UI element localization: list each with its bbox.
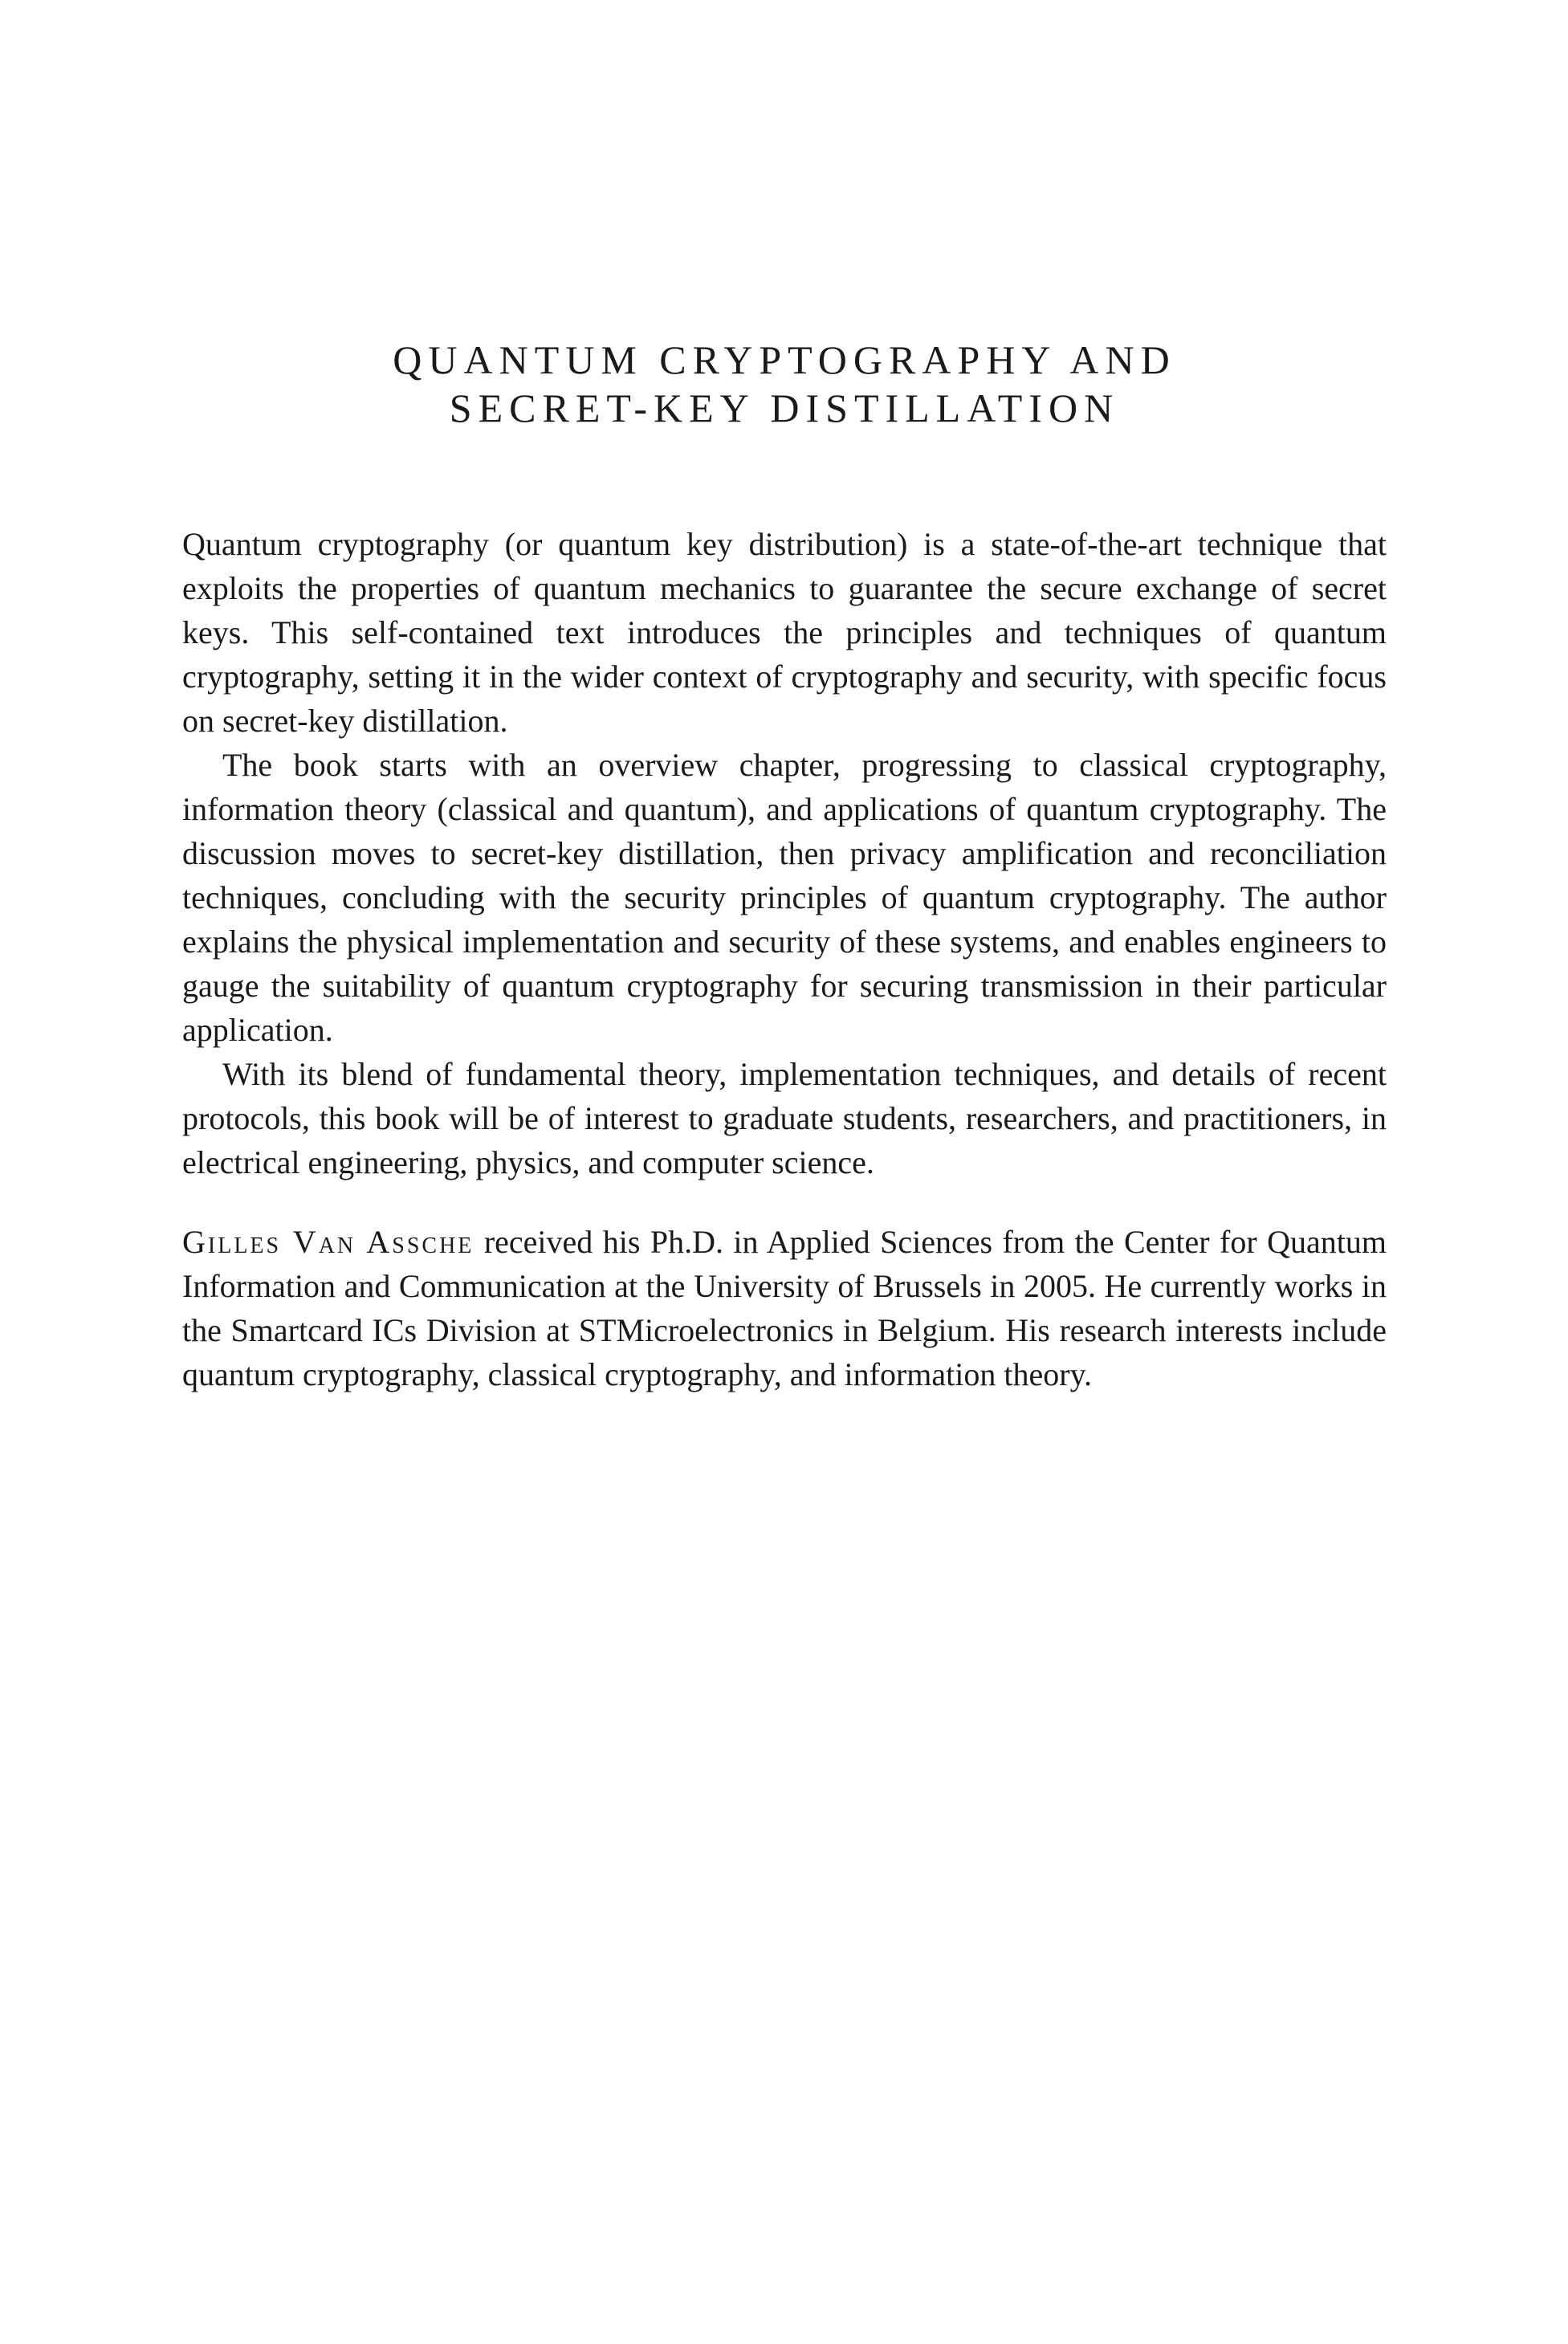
description-paragraph-1: Quantum cryptography (or quantum key distribution) is a state-of-the-art technique that exploits the properties of quantum mechanics to guarantee the secure exchange of secret keys. This self-contained text introduces the principles and techniques of quantum cryptography, setting it in the wider context of cryptography and security, with specific focus on secret-key distillation.: [182, 526, 1387, 739]
author-name: Gilles Van Assche: [182, 1224, 474, 1260]
title-line-2: SECRET-KEY DISTILLATION: [449, 385, 1120, 430]
author-bio-text: received his Ph.D. in Applied Sciences from the Center for Quantum Information and Communication at the University of Brussels in 2005. He currently works in the Smartcard ICs Division at STMicroelectronics in Belgium. His research interests include quantum cryptography, classical cryptography, and information theory.: [182, 1224, 1387, 1392]
title-line-1: QUANTUM CRYPTOGRAPHY AND: [393, 337, 1176, 382]
description-paragraph-3: With its blend of fundamental theory, implementation techniques, and details of recent protocols, this book will be of interest to graduate students, researchers, and practitioners, in electrical engineering, physics, and computer science.: [182, 1056, 1387, 1180]
description-paragraph-2: The book starts with an overview chapter, progressing to classical cryptography, information theory (classical and quantum), and applications of quantum cryptography. The discussion moves to secret-key distillation, then privacy amplification and reconciliation techniques, concluding with the security principles of quantum cryptography. The author explains the physical implementation and security of these systems, and enables engineers to gauge the suitability of quantum cryptography for securing transmission in their particular application.: [182, 747, 1387, 1048]
book-title: [182, 336, 1387, 432]
description: [182, 522, 1387, 1396]
author-bio: [182, 1220, 1387, 1396]
